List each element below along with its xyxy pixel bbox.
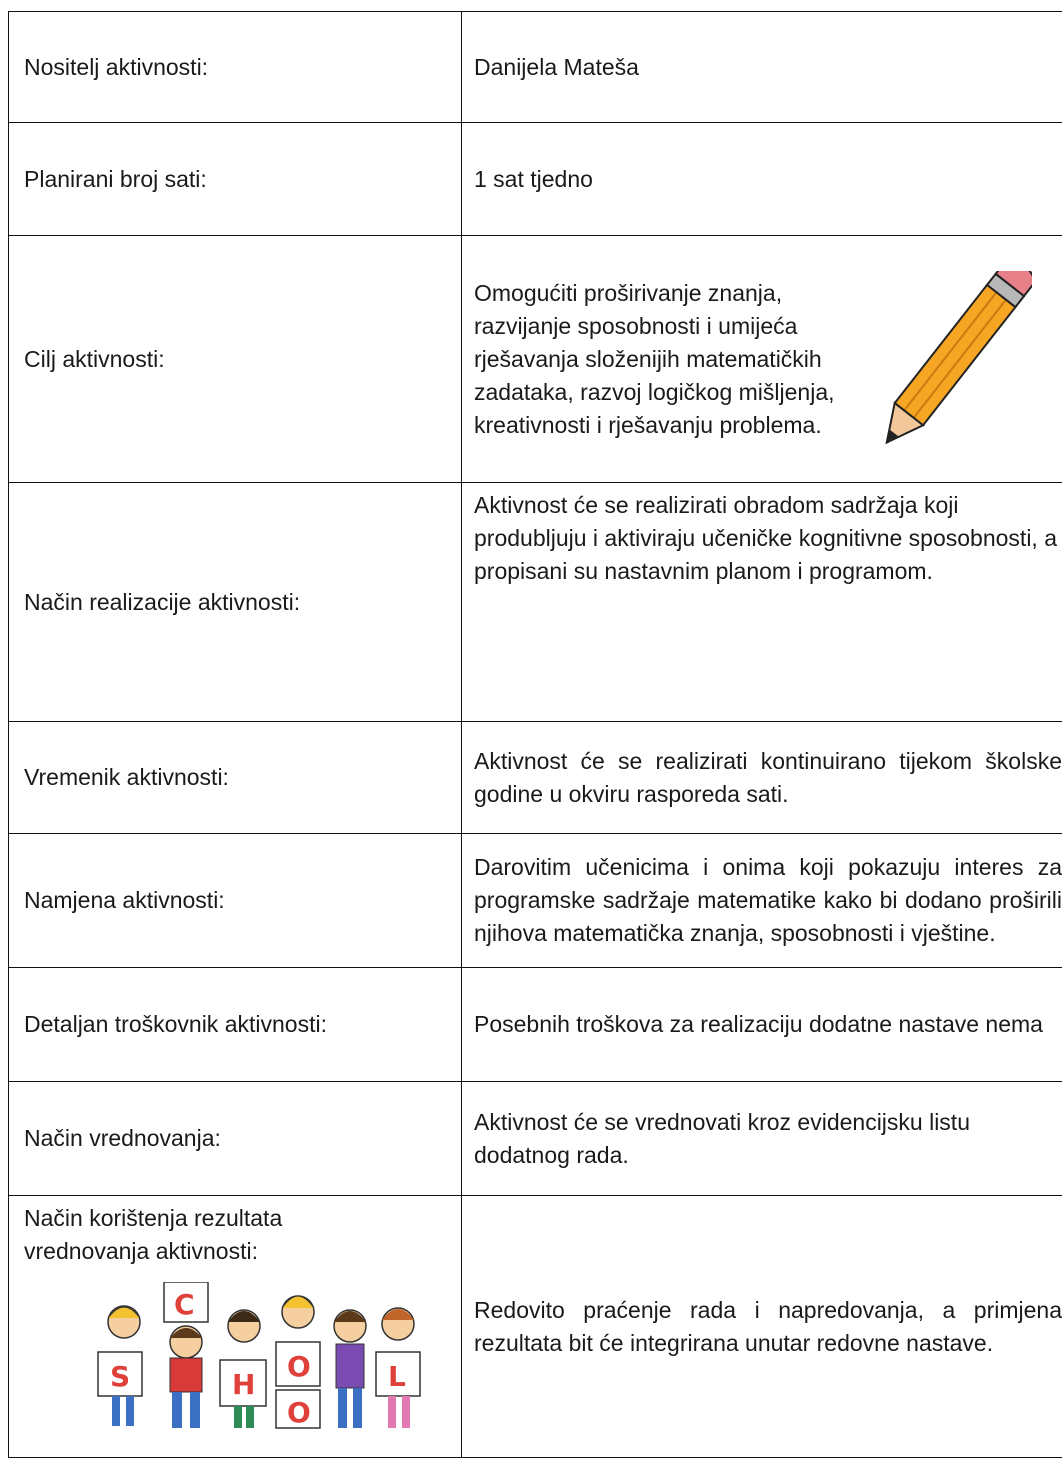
row-label: Način vrednovanja: (9, 1082, 462, 1196)
row-value: Omogućiti proširivanje znanja, razvijanje sposobnosti i umijeća rješavanja složenijih matematičkih zadataka, razvoj logičkog mišljenja, kreativnosti i rješavanju problema. (474, 279, 835, 438)
row-label-cell (9, 1196, 462, 1458)
letter: O (287, 1350, 311, 1383)
row-label: Nositelj aktivnosti: (9, 12, 462, 123)
row-value: Darovitim učenicima i onima koji pokazuju interes za programske sadržaje matematike kako bi dodano proširili njihova matematička znanja, sposobnosti i vještine. (462, 834, 1062, 968)
row-value: Redovito praćenje rada i napredovanja, a primjena rezultata bit će integrirana unutar redovne nastave. (462, 1196, 1062, 1458)
row-label: Cilj aktivnosti: (9, 236, 462, 483)
table-row (9, 968, 1062, 1082)
letter: S (110, 1360, 131, 1393)
row-value-cell (462, 236, 1062, 483)
table-row (9, 483, 1062, 722)
row-label: Detaljan troškovnik aktivnosti: (9, 968, 462, 1082)
letter: L (388, 1360, 406, 1393)
table-row (9, 123, 1062, 236)
letter: C (174, 1288, 195, 1321)
row-label: Način korištenja rezultata vrednovanja aktivnosti: (24, 1205, 283, 1264)
row-label: Vremenik aktivnosti: (9, 722, 462, 834)
row-label: Namjena aktivnosti: (9, 834, 462, 968)
row-value: Danijela Mateša (462, 12, 1062, 123)
table-row (9, 236, 1062, 483)
table-row (9, 1082, 1062, 1196)
table-row (9, 12, 1062, 123)
letter: O (287, 1396, 311, 1429)
row-label: Način realizacije aktivnosti: (9, 483, 462, 722)
row-value: Aktivnost će se realizirati kontinuirano tijekom školske godine u okviru rasporeda sati. (462, 722, 1062, 834)
letter: H (232, 1368, 256, 1401)
table-row (9, 834, 1062, 968)
row-value: Aktivnost će se realizirati obradom sadržaja koji produbljuju i aktiviraju učeničke kognitivne sposobnosti, a propisani su nastavnim planom i programom. (462, 483, 1062, 722)
row-label: Planirani broj sati: (9, 123, 462, 236)
table-row (9, 722, 1062, 834)
table-row (9, 1196, 1062, 1458)
row-value: 1 sat tjedno (462, 123, 1062, 236)
pencil-icon (872, 271, 1032, 447)
row-value: Aktivnost će se vrednovati kroz evidencijsku listu dodatnog rada. (462, 1082, 1062, 1196)
row-value: Posebnih troškova za realizaciju dodatne nastave nema (462, 968, 1062, 1082)
activity-table (8, 11, 1062, 1458)
school-kids-icon (84, 1282, 424, 1432)
